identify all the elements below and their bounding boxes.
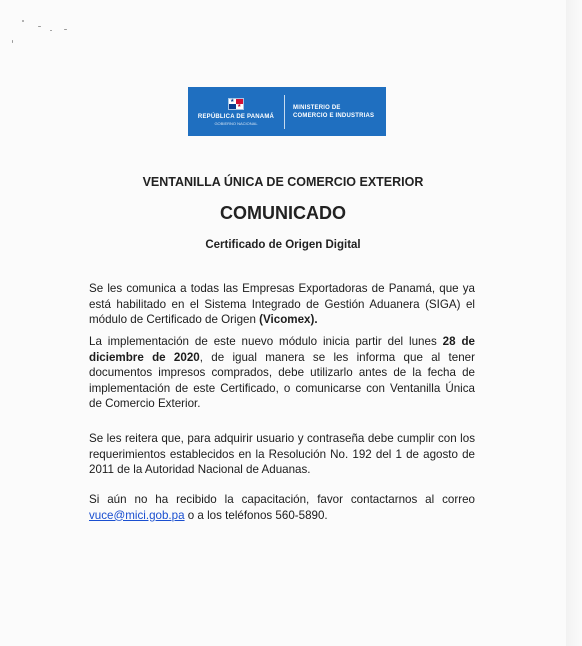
banner-ministry-block (285, 104, 374, 120)
paragraph-4 (89, 492, 475, 523)
document-title: COMUNICADO (220, 203, 346, 223)
ministry-banner (188, 87, 386, 136)
paragraph-4-text-a: Si aún no ha recibido la capacitación, favor contactarnos al correo (89, 493, 475, 506)
paragraph-1-text: Se les comunica a todas las Empresas Exportadoras de Panamá, que ya está habilitado en el Sistema Integrado de Gestión Aduanera (SIGA) el módulo de Certificado de Origen (89, 282, 475, 327)
banner-ministry-line1: MINISTERIO DE (293, 104, 341, 111)
paragraph-4-text-b: o a los teléfonos 560-5890. (184, 508, 328, 522)
banner-republic-block (188, 87, 284, 136)
scan-marks (18, 18, 78, 58)
document-subtitle: Certificado de Origen Digital (205, 239, 361, 251)
banner-government-text: GOBIERNO NACIONAL (214, 120, 258, 126)
scan-edge (566, 0, 582, 646)
banner-republic-text: REPÚBLICA DE PANAMÁ (197, 113, 275, 120)
paragraph-1 (89, 281, 475, 328)
panama-flag-icon (228, 98, 244, 110)
paragraph-2 (89, 334, 475, 412)
paragraph-1-bold: (Vicomex). (259, 313, 318, 327)
banner-ministry-line2: COMERCIO E INDUSTRIAS (293, 112, 375, 119)
paragraph-2-date: 28 de diciembre de 2020 (89, 335, 475, 364)
paragraph-2-text-b: , de igual manera se les informa que al tener documentos impresos comprados, debe utilizarlo antes de la fecha de implementación de este Certificado, o comunicarse con Ventanilla Única de Comercio Exterior. (89, 350, 475, 411)
paragraph-3: Se les reitera que, para adquirir usuario y contraseña debe cumplir con los requerimientos establecidos en la Resolución No. 192 del 1 de agosto de 2011 de la Autoridad Nacional de Aduanas. (89, 432, 475, 477)
paragraph-2-text-a: La implementación de este nuevo módulo inicia partir del lunes (89, 335, 443, 348)
office-heading: VENTANILLA ÚNICA DE COMERCIO EXTERIOR (142, 175, 424, 189)
email-link[interactable]: vuce@mici.gob.pa (89, 508, 185, 522)
